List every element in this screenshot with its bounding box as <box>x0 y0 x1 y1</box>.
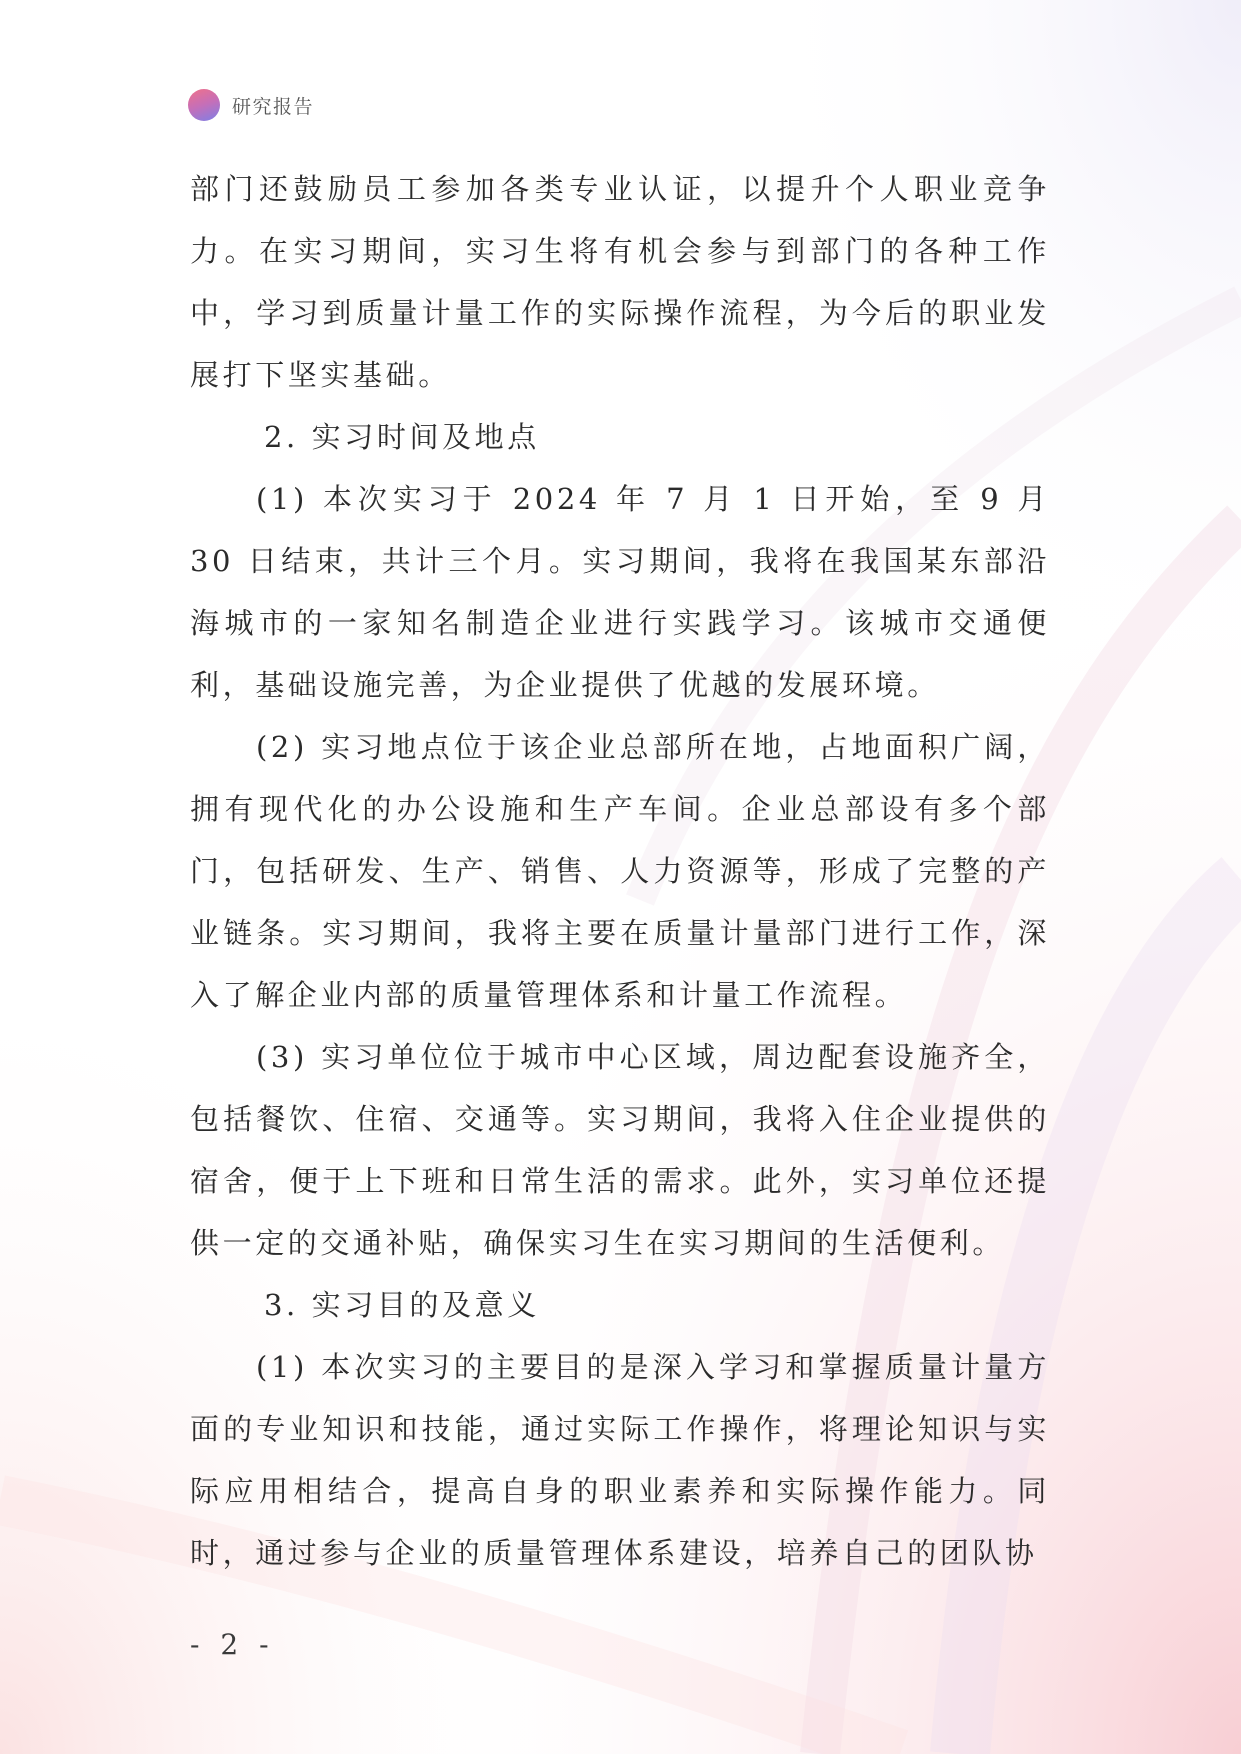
paragraph-2-1: (1) 本次实习于 2024 年 7 月 1 日开始，至 9 月 30 日结束，共计三个月。实习期间，我将在我国某东部沿海城市的一家知名制造企业进行实践学习。该城市交通便利，基础设施完善，为企业提供了优越的发展环境。 <box>190 482 1050 702</box>
paragraph-continuation: 部门还鼓励员工参加各类专业认证，以提升个人职业竞争力。在实习期间，实习生将有机会参与到部门的各种工作中，学习到质量计量工作的实际操作流程，为今后的职业发展打下坚实基础。 <box>190 172 1050 392</box>
paragraph-2-3: (3) 实习单位位于城市中心区域，周边配套设施齐全，包括餐饮、住宿、交通等。实习期间，我将入住企业提供的宿舍，便于上下班和日常生活的需求。此外，实习单位还提供一定的交通补贴，确保实习生在实习期间的生活便利。 <box>190 1040 1050 1260</box>
page-number: - 2 - <box>190 1628 275 1661</box>
header-title: 研究报告 <box>232 95 315 118</box>
paragraph-3-1: (1) 本次实习的主要目的是深入学习和掌握质量计量方面的专业知识和技能，通过实际工作操作，将理论知识与实际应用相结合，提高自身的职业素养和实际操作能力。同时，通过参与企业的质量管理体系建设，培养自己的团队协 <box>190 1350 1050 1570</box>
document-body <box>190 158 1050 1584</box>
section-heading-2: 2. 实习时间及地点 <box>264 420 540 454</box>
logo-circle-icon <box>188 89 220 121</box>
paragraph-2-2: (2) 实习地点位于该企业总部所在地，占地面积广阔，拥有现代化的办公设施和生产车间。企业总部设有多个部门，包括研发、生产、销售、人力资源等，形成了完整的产业链条。实习期间，我将主要在质量计量部门进行工作，深入了解企业内部的质量管理体系和计量工作流程。 <box>190 730 1050 1012</box>
section-heading-3: 3. 实习目的及意义 <box>264 1288 540 1322</box>
document-header <box>188 88 314 122</box>
